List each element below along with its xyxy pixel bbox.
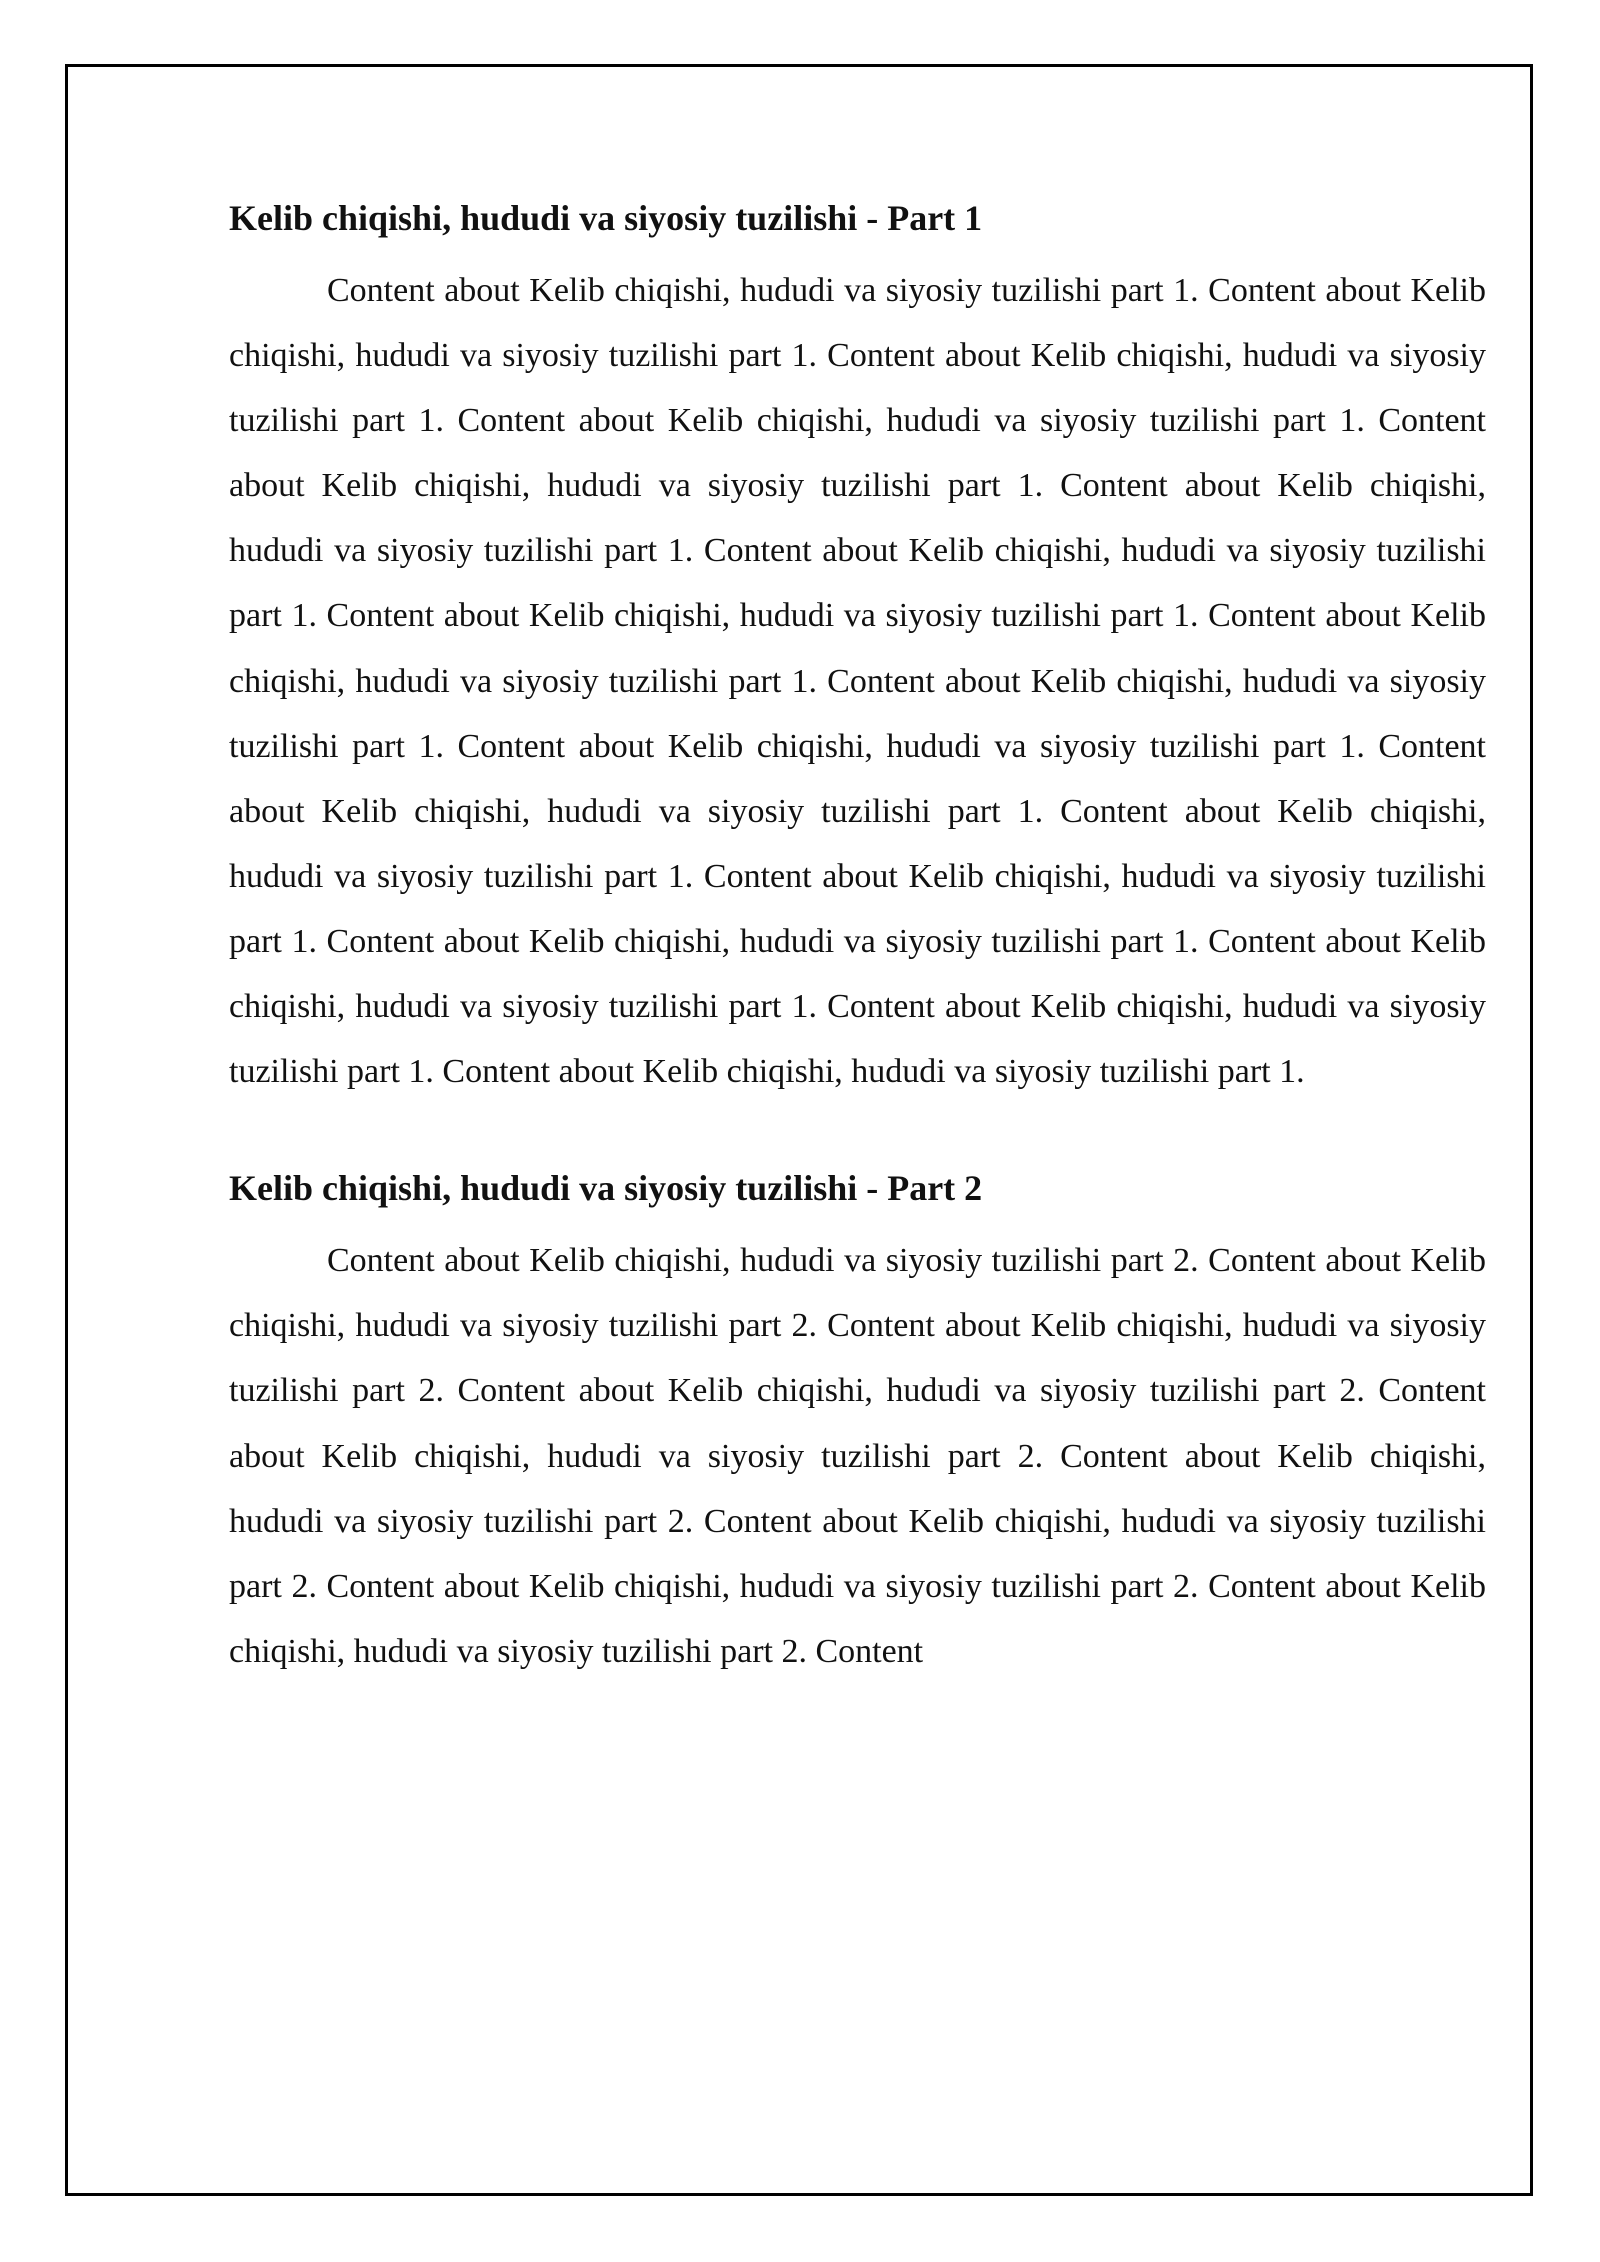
section-heading: Kelib chiqishi, hududi va siyosiy tuzilishi - Part 2: [229, 1168, 983, 1209]
document-content: [229, 196, 1486, 1746]
section-part-2: [229, 1166, 1486, 1684]
section-heading: Kelib chiqishi, hududi va siyosiy tuzilishi - Part 1: [229, 198, 983, 238]
section-paragraph: Content about Kelib chiqishi, hududi va siyosiy tuzilishi part 2. Content about Kelib chiqishi, hududi va siyosiy tuzilishi part 2. Content about Kelib chiqishi, hududi va siyosiy tuzilishi part 2. Content about Kelib chiqishi, hududi va siyosiy tuzilishi part 2. Content about Kelib chiqishi, hududi va siyosiy tuzilishi part 2. Content about Kelib chiqishi, hududi va siyosiy tuzilishi part 2. Content about Kelib chiqishi, hududi va siyosiy tuzilishi part 2. Content about Kelib chiqishi, hududi va siyosiy tuzilishi part 2. Content about Kelib chiqishi, hududi va siyosiy tuzilishi part 2. Content: [229, 1242, 1486, 1670]
section-part-1: [229, 196, 1486, 1104]
section-paragraph: Content about Kelib chiqishi, hududi va siyosiy tuzilishi part 1. Content about Kelib chiqishi, hududi va siyosiy tuzilishi part 1. Content about Kelib chiqishi, hududi va siyosiy tuzilishi part 1. Content about Kelib chiqishi, hududi va siyosiy tuzilishi part 1. Content about Kelib chiqishi, hududi va siyosiy tuzilishi part 1. Content about Kelib chiqishi, hududi va siyosiy tuzilishi part 1. Content about Kelib chiqishi, hududi va siyosiy tuzilishi part 1. Content about Kelib chiqishi, hududi va siyosiy tuzilishi part 1. Content about Kelib chiqishi, hududi va siyosiy tuzilishi part 1. Content about Kelib chiqishi, hududi va siyosiy tuzilishi part 1. Content about Kelib chiqishi, hududi va siyosiy tuzilishi part 1. Content about Kelib chiqishi, hududi va siyosiy tuzilishi part 1. Content about Kelib chiqishi, hududi va siyosiy tuzilishi part 1. Content about Kelib chiqishi, hududi va siyosiy tuzilishi part 1. Content about Kelib chiqishi, hududi va siyosiy tuzilishi part 1. Content about Kelib chiqishi, hududi va siyosiy tuzilishi part 1. Content about Kelib chiqishi, hududi va siyosiy tuzilishi part 1. Content about Kelib chiqishi, hududi va siyosiy tuzilishi part 1.: [229, 272, 1486, 1091]
